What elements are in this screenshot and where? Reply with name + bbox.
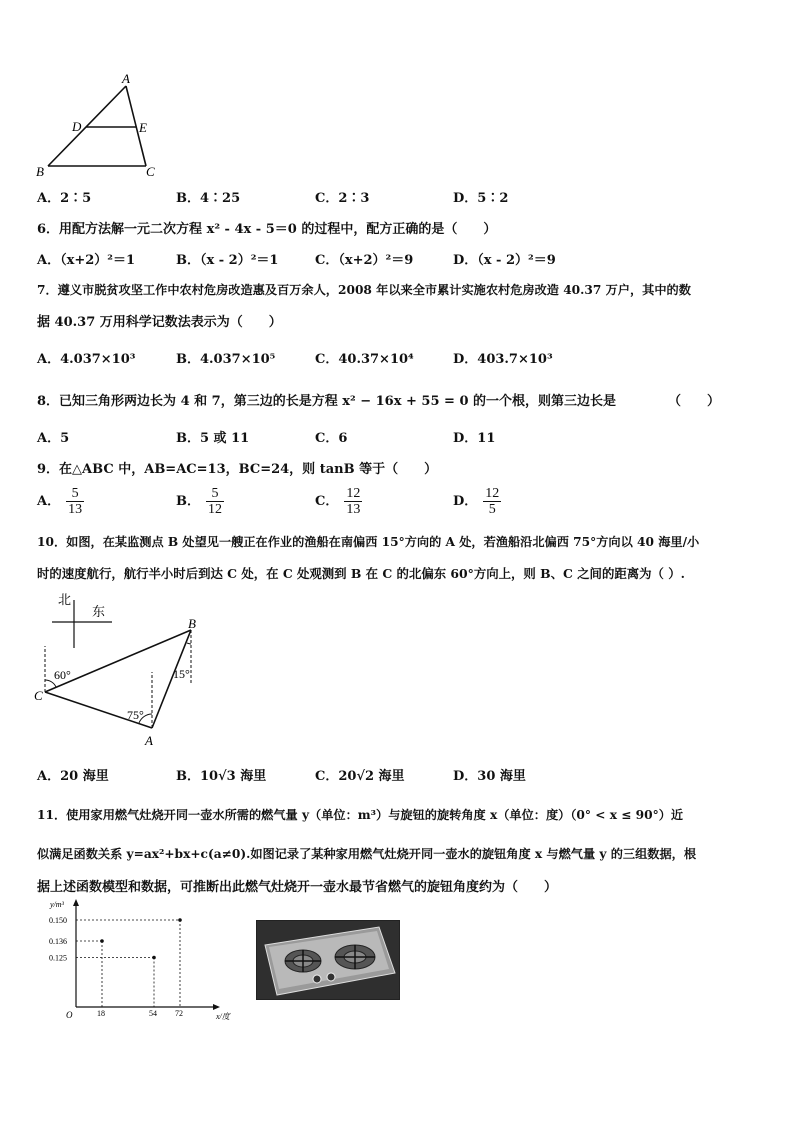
q8-stem: 8．已知三角形两边长为 4 和 7，第三边的长是方程 x² − 16x + 55 = 0 的一个根，则第三边长是 (37, 394, 617, 409)
compass-east-label: 东 (92, 604, 106, 619)
data-point-0 (100, 939, 104, 943)
q10-stem-line1: 10．如图，在某监测点 B 处望见一艘正在作业的渔船在南偏西 15°方向的 A 处，若渔船沿北偏西 75°方向以 40 海里/小 (37, 535, 700, 549)
x-tick-label-0: 18 (97, 1009, 105, 1018)
q9-option-d-label: D． (453, 494, 478, 509)
q9-option-a-label: A． (37, 494, 61, 509)
q10-navigation-figure (30, 588, 220, 750)
label-D: D (72, 119, 82, 134)
q7-option-c[interactable]: C．40.37×10⁴ (315, 352, 414, 367)
left-burner-icon (285, 950, 321, 972)
label-A: A (145, 733, 153, 748)
q10-option-a[interactable]: A．20 海里 (37, 769, 109, 784)
label-E: E (139, 120, 147, 135)
q10-option-d[interactable]: D．30 海里 (453, 769, 526, 784)
y-tick-label-0: 0.150 (49, 916, 67, 925)
x-tick-label-2: 72 (175, 1009, 183, 1018)
q5-option-d[interactable]: D．5∶2 (453, 191, 509, 206)
chart-marks (49, 916, 183, 1018)
label-B: B (36, 164, 44, 179)
q7-option-b[interactable]: B．4.037×10⁵ (176, 352, 276, 367)
q6-option-b[interactable]: B．（x - 2）²＝1 (176, 253, 279, 268)
x-tick-label-1: 54 (149, 1009, 157, 1018)
q11-stem-line2: 似满足函数关系 y=ax²+bx+c(a≠0).如图记录了某种家用燃气灶烧开同一壶水的旋钮角度 x 与燃气量 y 的三组数据，根 (37, 847, 697, 861)
q7-option-a[interactable]: A．4.037×10³ (37, 352, 136, 367)
q8-answer-paren: （ ） (668, 394, 721, 409)
angle-60-label: 60° (54, 668, 71, 682)
q8-option-b[interactable]: B．5 或 11 (176, 431, 250, 446)
q5-option-b[interactable]: B．4∶25 (176, 191, 241, 206)
q6-option-a[interactable]: A．（x+2）²＝1 (37, 253, 136, 268)
q9-option-a[interactable] (37, 486, 84, 517)
q7-stem-line1: 7．遵义市脱贫攻坚工作中农村危房改造惠及百万余人，2008 年以来全市累计实施农村危房改造 40.37 万户，其中的数 (37, 283, 691, 297)
angle-75-label: 75° (127, 708, 144, 722)
q9-option-b-label: B． (176, 494, 200, 509)
q9-option-c-fraction: $\frac{12}{13}$ (346, 486, 361, 517)
origin-label: O (66, 1010, 73, 1020)
gas-stove-photo (256, 920, 400, 1000)
angle-arc-15 (187, 643, 191, 644)
right-burner-icon (335, 945, 375, 969)
label-B: B (188, 616, 196, 631)
q6-stem: 6．用配方法解一元二次方程 x² - 4x - 5＝0 的过程中，配方正确的是（ ） (37, 222, 497, 237)
q9-option-a-fraction: $\frac{5}{13}$ (68, 486, 83, 517)
q11-stem-line1: 11．使用家用燃气灶烧开同一壶水所需的燃气量 y（单位：m³）与旋钮的旋转角度 x（单位：度）（0° < x ≤ 90°）近 (37, 808, 684, 822)
angle-15-label: 15° (173, 667, 190, 681)
label-C: C (34, 688, 43, 703)
data-point-2 (178, 918, 182, 922)
q9-option-c-label: C． (315, 494, 339, 509)
q10-option-c[interactable]: C．20√2 海里 (315, 769, 405, 784)
q9-option-d[interactable] (453, 486, 501, 517)
q8-option-d[interactable]: D．11 (453, 431, 496, 446)
knob-right-icon (327, 973, 335, 981)
q9-stem: 9．在△ABC 中，AB=AC=13，BC=24，则 tanB 等于（ ） (37, 462, 438, 477)
q7-stem-line2: 据 40.37 万用科学记数法表示为（ ） (37, 315, 282, 330)
q8-option-c[interactable]: C．6 (315, 431, 348, 446)
y-tick-label-2: 0.125 (49, 953, 67, 963)
q10-option-b[interactable]: B．10√3 海里 (176, 769, 267, 784)
compass-north-label: 北 (58, 592, 72, 607)
q10-stem-line2: 时的速度航行，航行半小时后到达 C 处，在 C 处观测到 B 在 C 的北偏东 60°方向上，则 B、C 之间的距离为（ ）. (37, 566, 685, 581)
q11-stem-line3: 据上述函数模型和数据，可推断出此燃气灶烧开一壶水最节省燃气的旋钮角度约为（ ） (37, 880, 558, 895)
label-C: C (146, 164, 155, 179)
q5-triangle-figure (30, 70, 170, 182)
q9-option-b-fraction: $\frac{5}{12}$ (208, 486, 222, 517)
side-AB (48, 86, 126, 166)
y-axis-arrow (73, 899, 79, 906)
q9-option-c[interactable] (315, 486, 362, 517)
q7-option-d[interactable]: D．403.7×10³ (453, 352, 553, 367)
q8-option-a[interactable]: A．5 (37, 431, 70, 446)
label-A: A (122, 71, 130, 86)
y-axis-label: y/m³ (50, 900, 64, 909)
gas-stove-illustration (257, 921, 399, 999)
x-axis-arrow (213, 1004, 220, 1010)
q9-option-d-fraction: $\frac{12}{5}$ (485, 486, 500, 517)
q6-option-c[interactable]: C．（x+2）²＝9 (315, 253, 414, 268)
q6-option-d[interactable]: D．（x - 2）²＝9 (453, 253, 556, 268)
data-point-1 (152, 956, 156, 960)
knob-left-icon (313, 975, 321, 983)
q9-option-b[interactable] (176, 486, 224, 517)
x-axis-label: x/度 (216, 1012, 230, 1021)
y-tick-label-1: 0.136 (49, 937, 67, 946)
q5-option-a[interactable]: A．2∶5 (37, 191, 92, 206)
segment-CB (45, 630, 191, 692)
q5-option-c[interactable]: C．2∶3 (315, 191, 370, 206)
q11-scatter-chart (46, 897, 246, 1022)
